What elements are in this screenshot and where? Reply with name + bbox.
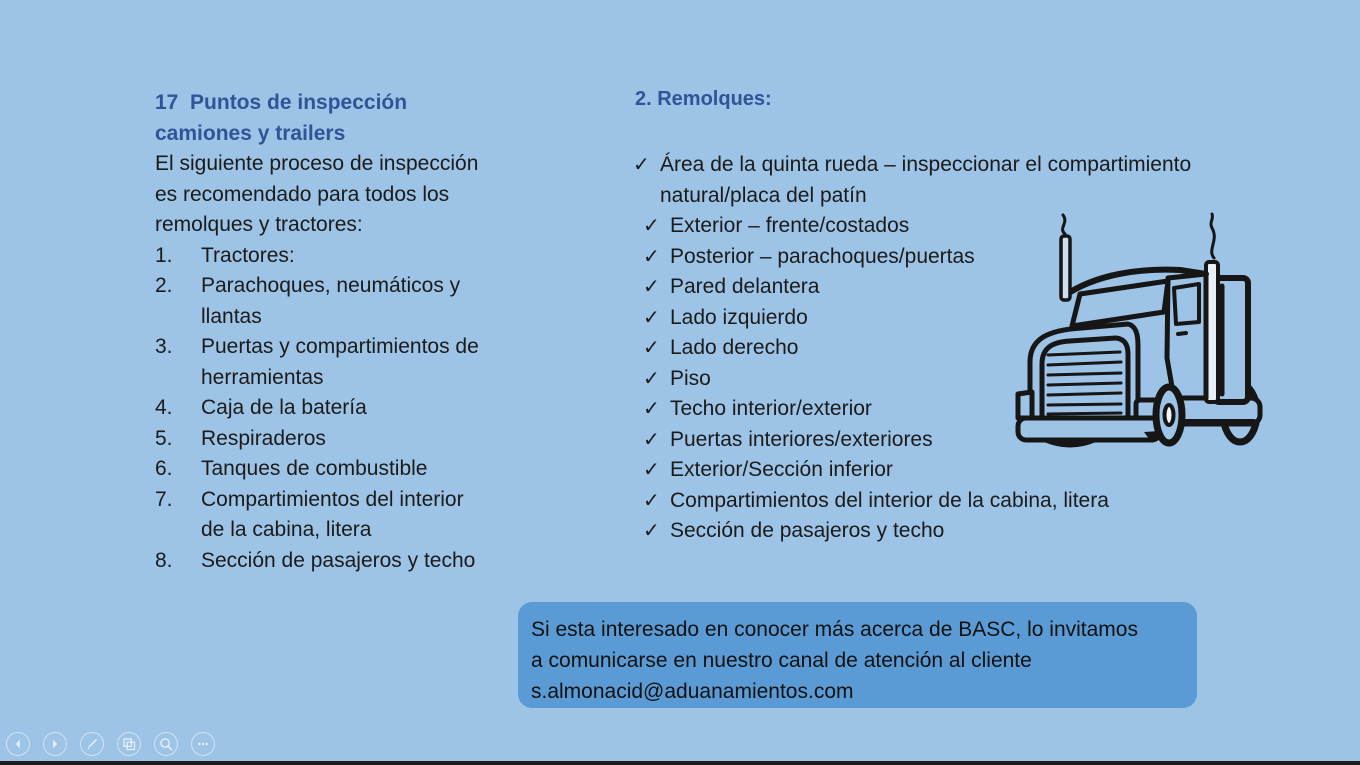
checklist-item-text: Compartimientos del interior de la cabina, litera <box>670 488 1109 512</box>
chevron-right-icon <box>44 732 66 756</box>
list-item-text: Caja de la batería <box>201 396 367 419</box>
check-icon: ✓ <box>643 337 660 359</box>
contact-text-line: Si esta interesado en conocer más acerca de BASC, lo invitamos <box>531 618 1138 641</box>
list-number: 7. <box>155 487 173 511</box>
checklist-item-text: Puertas interiores/exteriores <box>670 427 933 451</box>
check-icon: ✓ <box>643 459 660 481</box>
see-all-slides-button[interactable] <box>117 732 141 756</box>
list-item <box>155 424 535 455</box>
check-icon: ✓ <box>643 215 660 237</box>
checklist-item-text: Área de la quinta rueda – inspeccionar el compartimiento <box>660 153 1192 176</box>
slide-title-line1: 17 Puntos de inspección <box>155 91 408 114</box>
checklist-item-text: Techo interior/exterior <box>670 397 872 420</box>
previous-slide-button[interactable] <box>6 732 30 756</box>
checklist-item-text: Posterior – parachoques/puertas <box>670 244 975 268</box>
numbered-inspection-list <box>155 241 535 577</box>
checklist-item-text: Piso <box>670 366 711 390</box>
checklist-item-text: Pared delantera <box>670 275 820 298</box>
contact-info-box <box>518 602 1197 708</box>
zoom-button[interactable] <box>154 732 178 756</box>
truck-clipart-illustration <box>1008 212 1264 458</box>
check-icon: ✓ <box>643 428 660 451</box>
slideshow-controls <box>6 732 215 756</box>
slides-grid-icon <box>118 732 140 756</box>
list-item-text: Tanques de combustible <box>201 457 428 480</box>
list-item-text: Compartimientos del interior <box>201 487 464 511</box>
list-item <box>155 546 535 577</box>
list-item-text: Respiraderos <box>201 426 326 450</box>
list-number: 2. <box>155 274 173 297</box>
left-text-panel <box>155 88 535 576</box>
checklist-item-text: Exterior – frente/costados <box>670 214 910 237</box>
checklist-item-text: Lado izquierdo <box>670 305 808 329</box>
chevron-left-icon <box>7 732 29 756</box>
list-item-text: Puertas y compartimientos de <box>201 335 479 358</box>
list-number: 8. <box>155 548 173 572</box>
check-icon: ✓ <box>643 276 660 298</box>
list-number: 3. <box>155 335 173 358</box>
smoke-right <box>1211 214 1214 258</box>
check-icon: ✓ <box>643 489 660 512</box>
ellipsis-icon <box>192 732 214 756</box>
checklist-item-text: Sección de pasajeros y techo <box>670 519 945 542</box>
checklist-item-text: Lado derecho <box>670 336 799 359</box>
list-item <box>155 485 535 546</box>
checklist-item <box>633 150 1281 211</box>
checklist-item <box>643 455 1281 486</box>
bottom-edge-bar <box>0 761 1360 765</box>
contact-email: s.almonacid@aduanamientos.com <box>531 680 854 703</box>
checklist-item-text: natural/placa del patín <box>660 183 867 207</box>
list-item <box>155 332 535 393</box>
list-number: 4. <box>155 396 173 419</box>
slide-title-line2: camiones y trailers <box>155 121 346 145</box>
magnifier-icon <box>155 732 177 756</box>
intro-text-line: remolques y tractores: <box>155 213 363 236</box>
list-item-text: de la cabina, litera <box>201 518 372 541</box>
next-slide-button[interactable] <box>43 732 67 756</box>
list-item <box>155 393 535 424</box>
intro-text-line: El siguiente proceso de inspección <box>155 152 479 175</box>
list-item <box>155 271 535 332</box>
check-icon: ✓ <box>643 245 660 268</box>
contact-text-line: a comunicarse en nuestro canal de atención al cliente <box>531 649 1032 672</box>
list-number: 5. <box>155 426 173 450</box>
check-icon: ✓ <box>643 306 660 329</box>
checklist-item <box>643 516 1281 547</box>
list-item-text: Parachoques, neumáticos y <box>201 274 461 297</box>
list-item <box>155 454 535 485</box>
check-icon: ✓ <box>643 398 660 420</box>
check-icon: ✓ <box>633 154 650 176</box>
list-item-text: llantas <box>201 304 262 328</box>
smoke-left <box>1063 215 1065 234</box>
pen-icon <box>81 732 103 756</box>
list-item-text: Sección de pasajeros y techo <box>201 548 476 572</box>
pen-tools-button[interactable] <box>80 732 104 756</box>
intro-text-line: es recomendado para todos los <box>155 182 450 206</box>
checklist-item-text: Exterior/Sección inferior <box>670 458 893 481</box>
list-item-text: Tractores: <box>201 243 295 267</box>
more-options-button[interactable] <box>191 732 215 756</box>
checklist-item <box>643 486 1281 517</box>
check-icon: ✓ <box>643 520 660 542</box>
check-icon: ✓ <box>643 367 660 390</box>
list-number: 6. <box>155 457 173 480</box>
list-item-text: herramientas <box>201 365 324 389</box>
section-heading-remolques: 2. Remolques: <box>635 88 772 110</box>
list-number: 1. <box>155 243 173 267</box>
list-item <box>155 241 535 272</box>
